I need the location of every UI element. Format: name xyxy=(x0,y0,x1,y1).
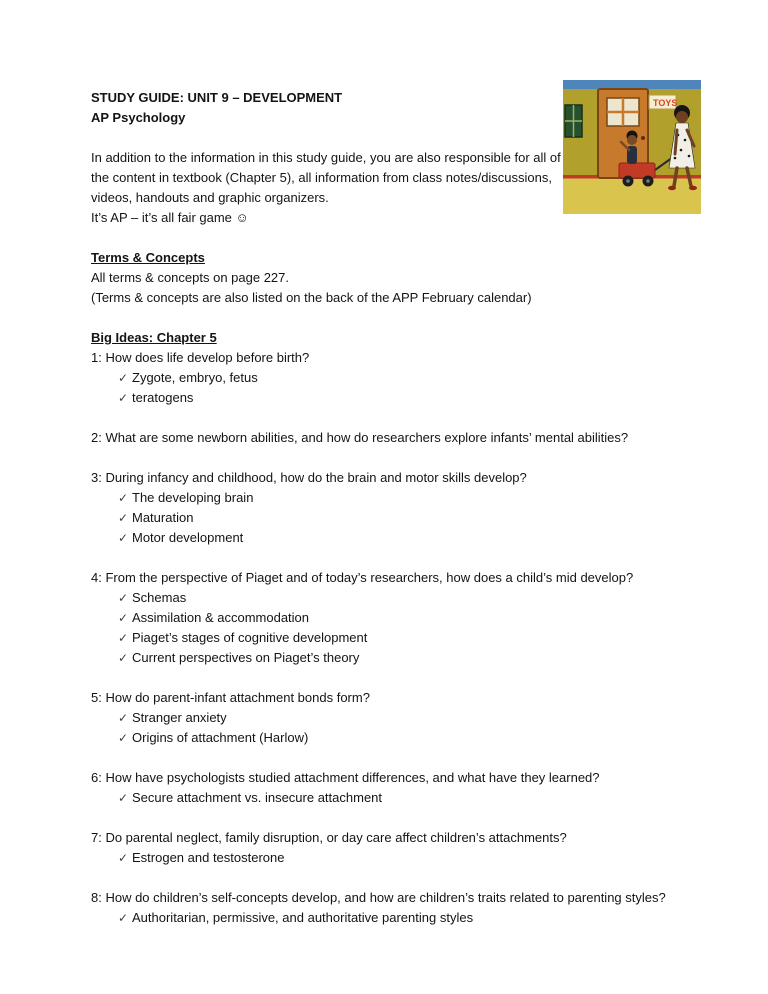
check-icon: ✓ xyxy=(118,371,129,385)
check-item xyxy=(118,368,709,388)
check-item-text: Current perspectives on Piaget’s theory xyxy=(132,650,360,665)
check-list-3 xyxy=(91,488,709,548)
check-icon: ✓ xyxy=(118,851,129,865)
check-list-4 xyxy=(91,588,709,668)
check-item xyxy=(118,908,709,928)
terms-line-1: All terms & concepts on page 227. xyxy=(91,270,290,285)
check-item-text: Estrogen and testosterone xyxy=(132,850,285,865)
check-item xyxy=(118,388,709,408)
question-block-1 xyxy=(91,348,709,408)
check-icon: ✓ xyxy=(118,511,129,525)
check-item-text: The developing brain xyxy=(132,490,254,505)
check-icon: ✓ xyxy=(118,731,129,745)
check-list-1 xyxy=(91,368,709,408)
check-icon: ✓ xyxy=(118,791,129,805)
check-item xyxy=(118,508,709,528)
question-7: 7: Do parental neglect, family disruption, or day care affect children’s attachments? xyxy=(91,830,567,845)
check-item xyxy=(118,628,709,648)
check-icon: ✓ xyxy=(118,391,129,405)
question-block-5 xyxy=(91,688,709,748)
terms-heading: Terms & Concepts xyxy=(91,250,205,265)
question-block-3 xyxy=(91,468,709,548)
terms-line-2: (Terms & concepts are also listed on the back of the APP February calendar) xyxy=(91,290,532,305)
fair-game-line: It’s AP – it’s all fair game ☺ xyxy=(91,210,249,225)
check-item xyxy=(118,728,709,748)
check-item-text: Schemas xyxy=(132,590,187,605)
check-item-text: Zygote, embryo, fetus xyxy=(132,370,258,385)
question-block-6 xyxy=(91,768,709,808)
question-block-2 xyxy=(91,428,709,448)
check-item-text: Secure attachment vs. insecure attachment xyxy=(132,790,383,805)
check-item-text: teratogens xyxy=(132,390,194,405)
big-ideas-heading: Big Ideas: Chapter 5 xyxy=(91,330,217,345)
check-icon: ✓ xyxy=(118,631,129,645)
question-1: 1: How does life develop before birth? xyxy=(91,350,310,365)
document-content xyxy=(91,88,709,948)
question-5: 5: How do parent-infant attachment bonds form? xyxy=(91,690,370,705)
check-item xyxy=(118,488,709,508)
check-icon: ✓ xyxy=(118,651,129,665)
check-icon: ✓ xyxy=(118,491,129,505)
question-block-4 xyxy=(91,568,709,668)
question-8: 8: How do children’s self-concepts develop, and how are children’s traits related to parenting styles? xyxy=(91,890,666,905)
question-3: 3: During infancy and childhood, how do the brain and motor skills develop? xyxy=(91,470,527,485)
check-item-text: Stranger anxiety xyxy=(132,710,227,725)
terms-block xyxy=(91,248,709,308)
check-item-text: Motor development xyxy=(132,530,244,545)
intro-block xyxy=(91,148,709,228)
question-4: 4: From the perspective of Piaget and of today’s researchers, how does a child’s mid develop? xyxy=(91,570,634,585)
check-list-8 xyxy=(91,908,709,928)
check-list-6 xyxy=(91,788,709,808)
check-list-7 xyxy=(91,848,709,868)
check-item-text: Piaget’s stages of cognitive development xyxy=(132,630,368,645)
check-icon: ✓ xyxy=(118,911,129,925)
check-item xyxy=(118,528,709,548)
check-item xyxy=(118,708,709,728)
toys-sign-text: TOYS xyxy=(653,98,678,108)
question-6: 6: How have psychologists studied attachment differences, and what have they learned? xyxy=(91,770,600,785)
check-icon: ✓ xyxy=(118,711,129,725)
check-item xyxy=(118,648,709,668)
check-item xyxy=(118,588,709,608)
title-block xyxy=(91,88,709,128)
check-item-text: Maturation xyxy=(132,510,194,525)
question-block-8 xyxy=(91,888,709,928)
check-item xyxy=(118,848,709,868)
doc-subtitle: AP Psychology xyxy=(91,110,186,125)
question-block-7 xyxy=(91,828,709,868)
check-item-text: Authoritarian, permissive, and authoritative parenting styles xyxy=(132,910,474,925)
check-icon: ✓ xyxy=(118,611,129,625)
doc-title: STUDY GUIDE: UNIT 9 – DEVELOPMENT xyxy=(91,90,343,105)
check-item-text: Origins of attachment (Harlow) xyxy=(132,730,309,745)
intro-paragraph: In addition to the information in this study guide, you are also responsible for all of the content in textbook (Chapter 5), all information from class notes/discussions, videos, handouts and graphic organizers. xyxy=(91,150,561,205)
question-2: 2: What are some newborn abilities, and how do researchers explore infants’ mental abilities? xyxy=(91,430,629,445)
check-item-text: Assimilation & accommodation xyxy=(132,610,310,625)
check-icon: ✓ xyxy=(118,531,129,545)
check-icon: ✓ xyxy=(118,591,129,605)
check-item xyxy=(118,608,709,628)
check-item xyxy=(118,788,709,808)
check-list-5 xyxy=(91,708,709,748)
